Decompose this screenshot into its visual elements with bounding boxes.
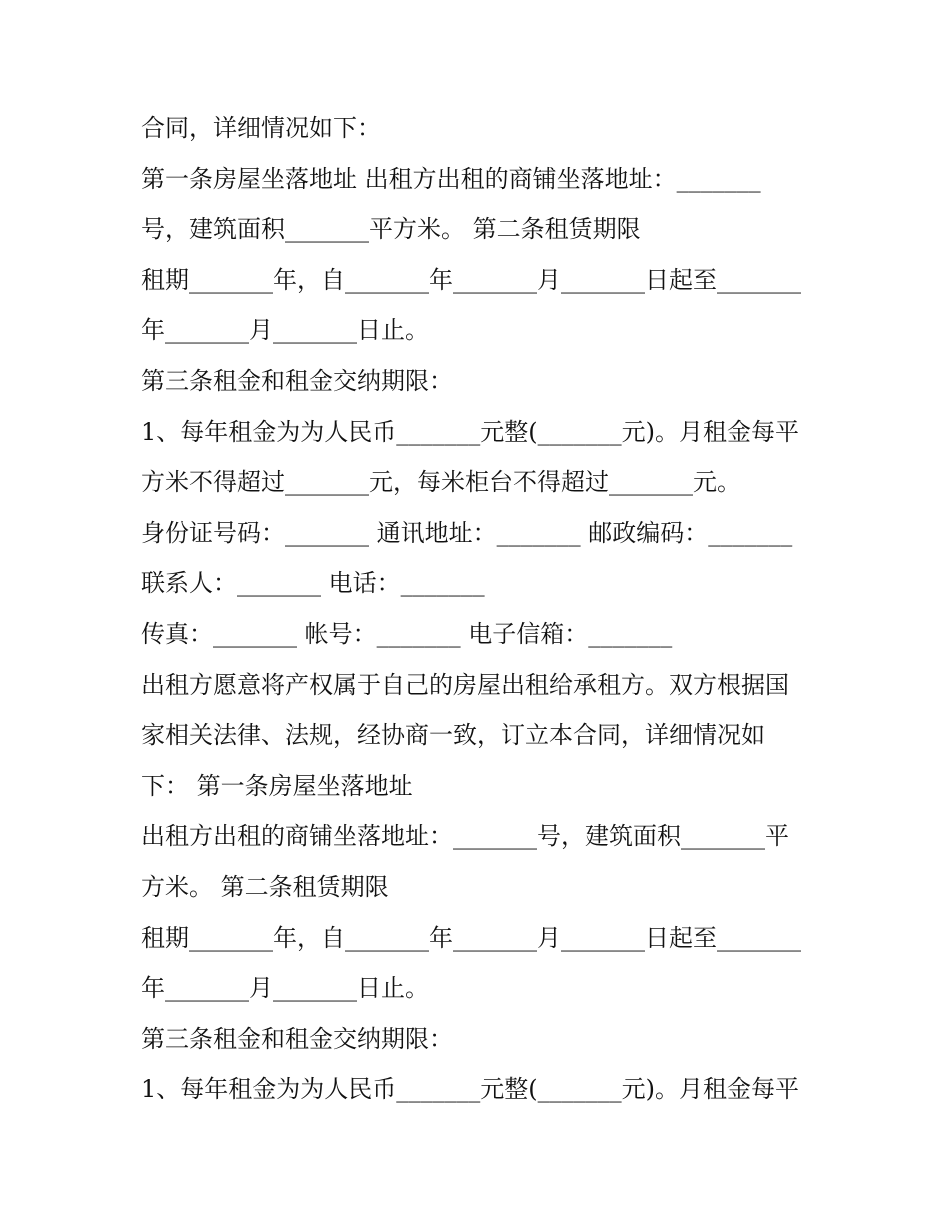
text-line: 身份证号码：_______ 通讯地址：_______ 邮政编码：_______ <box>141 518 793 547</box>
text-line: 出租方愿意将产权属于自己的房屋出租给承租方。双方根据国 <box>141 670 789 699</box>
text-line: 合同，详细情况如下： <box>141 114 381 142</box>
text-line: 号，建筑面积_______平方米。 第二条租赁期限 <box>141 215 641 244</box>
text-line: 第三条租金和租金交纳期限： <box>141 366 453 395</box>
text-line: 联系人：_______ 电话：_______ <box>141 569 485 598</box>
text-line: 1、每年租金为为人民币_______元整(_______元)。月租金每平 <box>141 1075 799 1104</box>
text-line: 租期_______年，自_______年_______月_______日起至_______ <box>141 265 801 294</box>
text-line: 年_______月_______日止。 <box>141 316 429 345</box>
text-line: 方米。 第二条租赁期限 <box>141 872 389 901</box>
document-body <box>141 103 821 1115</box>
text-line: 传真：_______ 帐号：_______ 电子信箱：_______ <box>141 619 673 648</box>
text-line: 年_______月_______日止。 <box>141 974 429 1003</box>
text-line: 第一条房屋坐落地址 出租方出租的商铺坐落地址：_______ <box>141 164 761 193</box>
text-line: 租期_______年，自_______年_______月_______日起至_______ <box>141 923 801 952</box>
text-line: 方米不得超过_______元，每米柜台不得超过_______元。 <box>141 468 741 497</box>
text-line: 1、每年租金为为人民币_______元整(_______元)。月租金每平 <box>141 417 799 446</box>
text-line: 家相关法律、法规，经协商一致，订立本合同，详细情况如 <box>141 721 765 750</box>
text-line: 第三条租金和租金交纳期限： <box>141 1024 453 1053</box>
text-line: 下： 第一条房屋坐落地址 <box>141 771 413 800</box>
text-line: 出租方出租的商铺坐落地址：_______号，建筑面积_______平 <box>141 822 789 851</box>
